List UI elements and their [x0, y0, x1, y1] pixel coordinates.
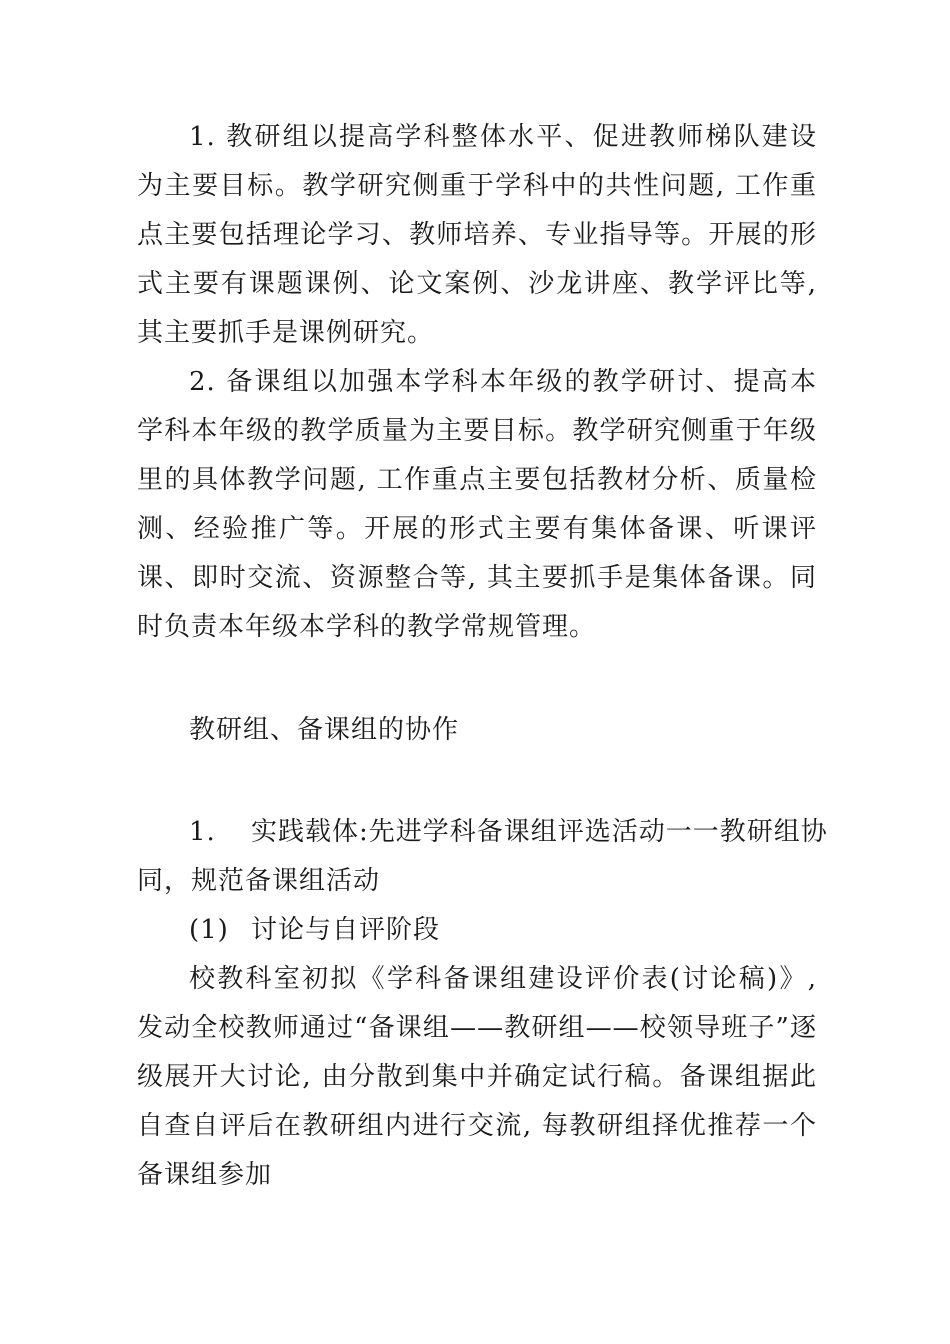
paragraph-evaluation: 校教科室初拟《学科备课组建设评价表(讨论稿)》, 发动全校教师通过“备课组——教研组——校领导班子”逐级展开大讨论, 由分散到集中并确定试行稿。备课组据此自查自评后在教研组内进行交流, 每教研组择优推荐一个备课组参加 — [137, 964, 817, 1190]
paragraph-jiaoyanzu: 1. 教研组以提高学科整体水平、促进教师梯队建设为主要目标。教学研究侧重于学科中的共性问题, 工作重点主要包括理论学习、教师培养、专业指导等。开展的形式主要有课题课例、论文案例、沙龙讲座、教学评比等, 其主要抓手是课例研究。 — [137, 122, 817, 348]
paragraph-beikezu: 2. 备课组以加强本学科本年级的教学研讨、提高本学科本年级的教学质量为主要目标。教学研究侧重于年级里的具体教学问题, 工作重点主要包括教材分析、质量检测、经验推广等。开展的形式主要有集体备课、听课评课、即时交流、资源整合等, 其主要抓手是集体备课。同时负责本年级本学科的教学常规管理。 — [137, 367, 817, 642]
list-item-number: 1. — [189, 817, 216, 847]
sub-item-1 — [189, 906, 440, 955]
sub-item-number: (1) — [189, 915, 229, 945]
list-item-1-continuation: 同，规范备课组活动 — [137, 866, 381, 896]
section-heading: 教研组、备课组的协作 — [189, 715, 460, 745]
list-item-1 — [189, 808, 828, 857]
list-item-text: 实践载体:先进学科备课组评选活动一一教研组协 — [251, 817, 828, 847]
sub-item-text: 讨论与自评阶段 — [251, 915, 441, 945]
